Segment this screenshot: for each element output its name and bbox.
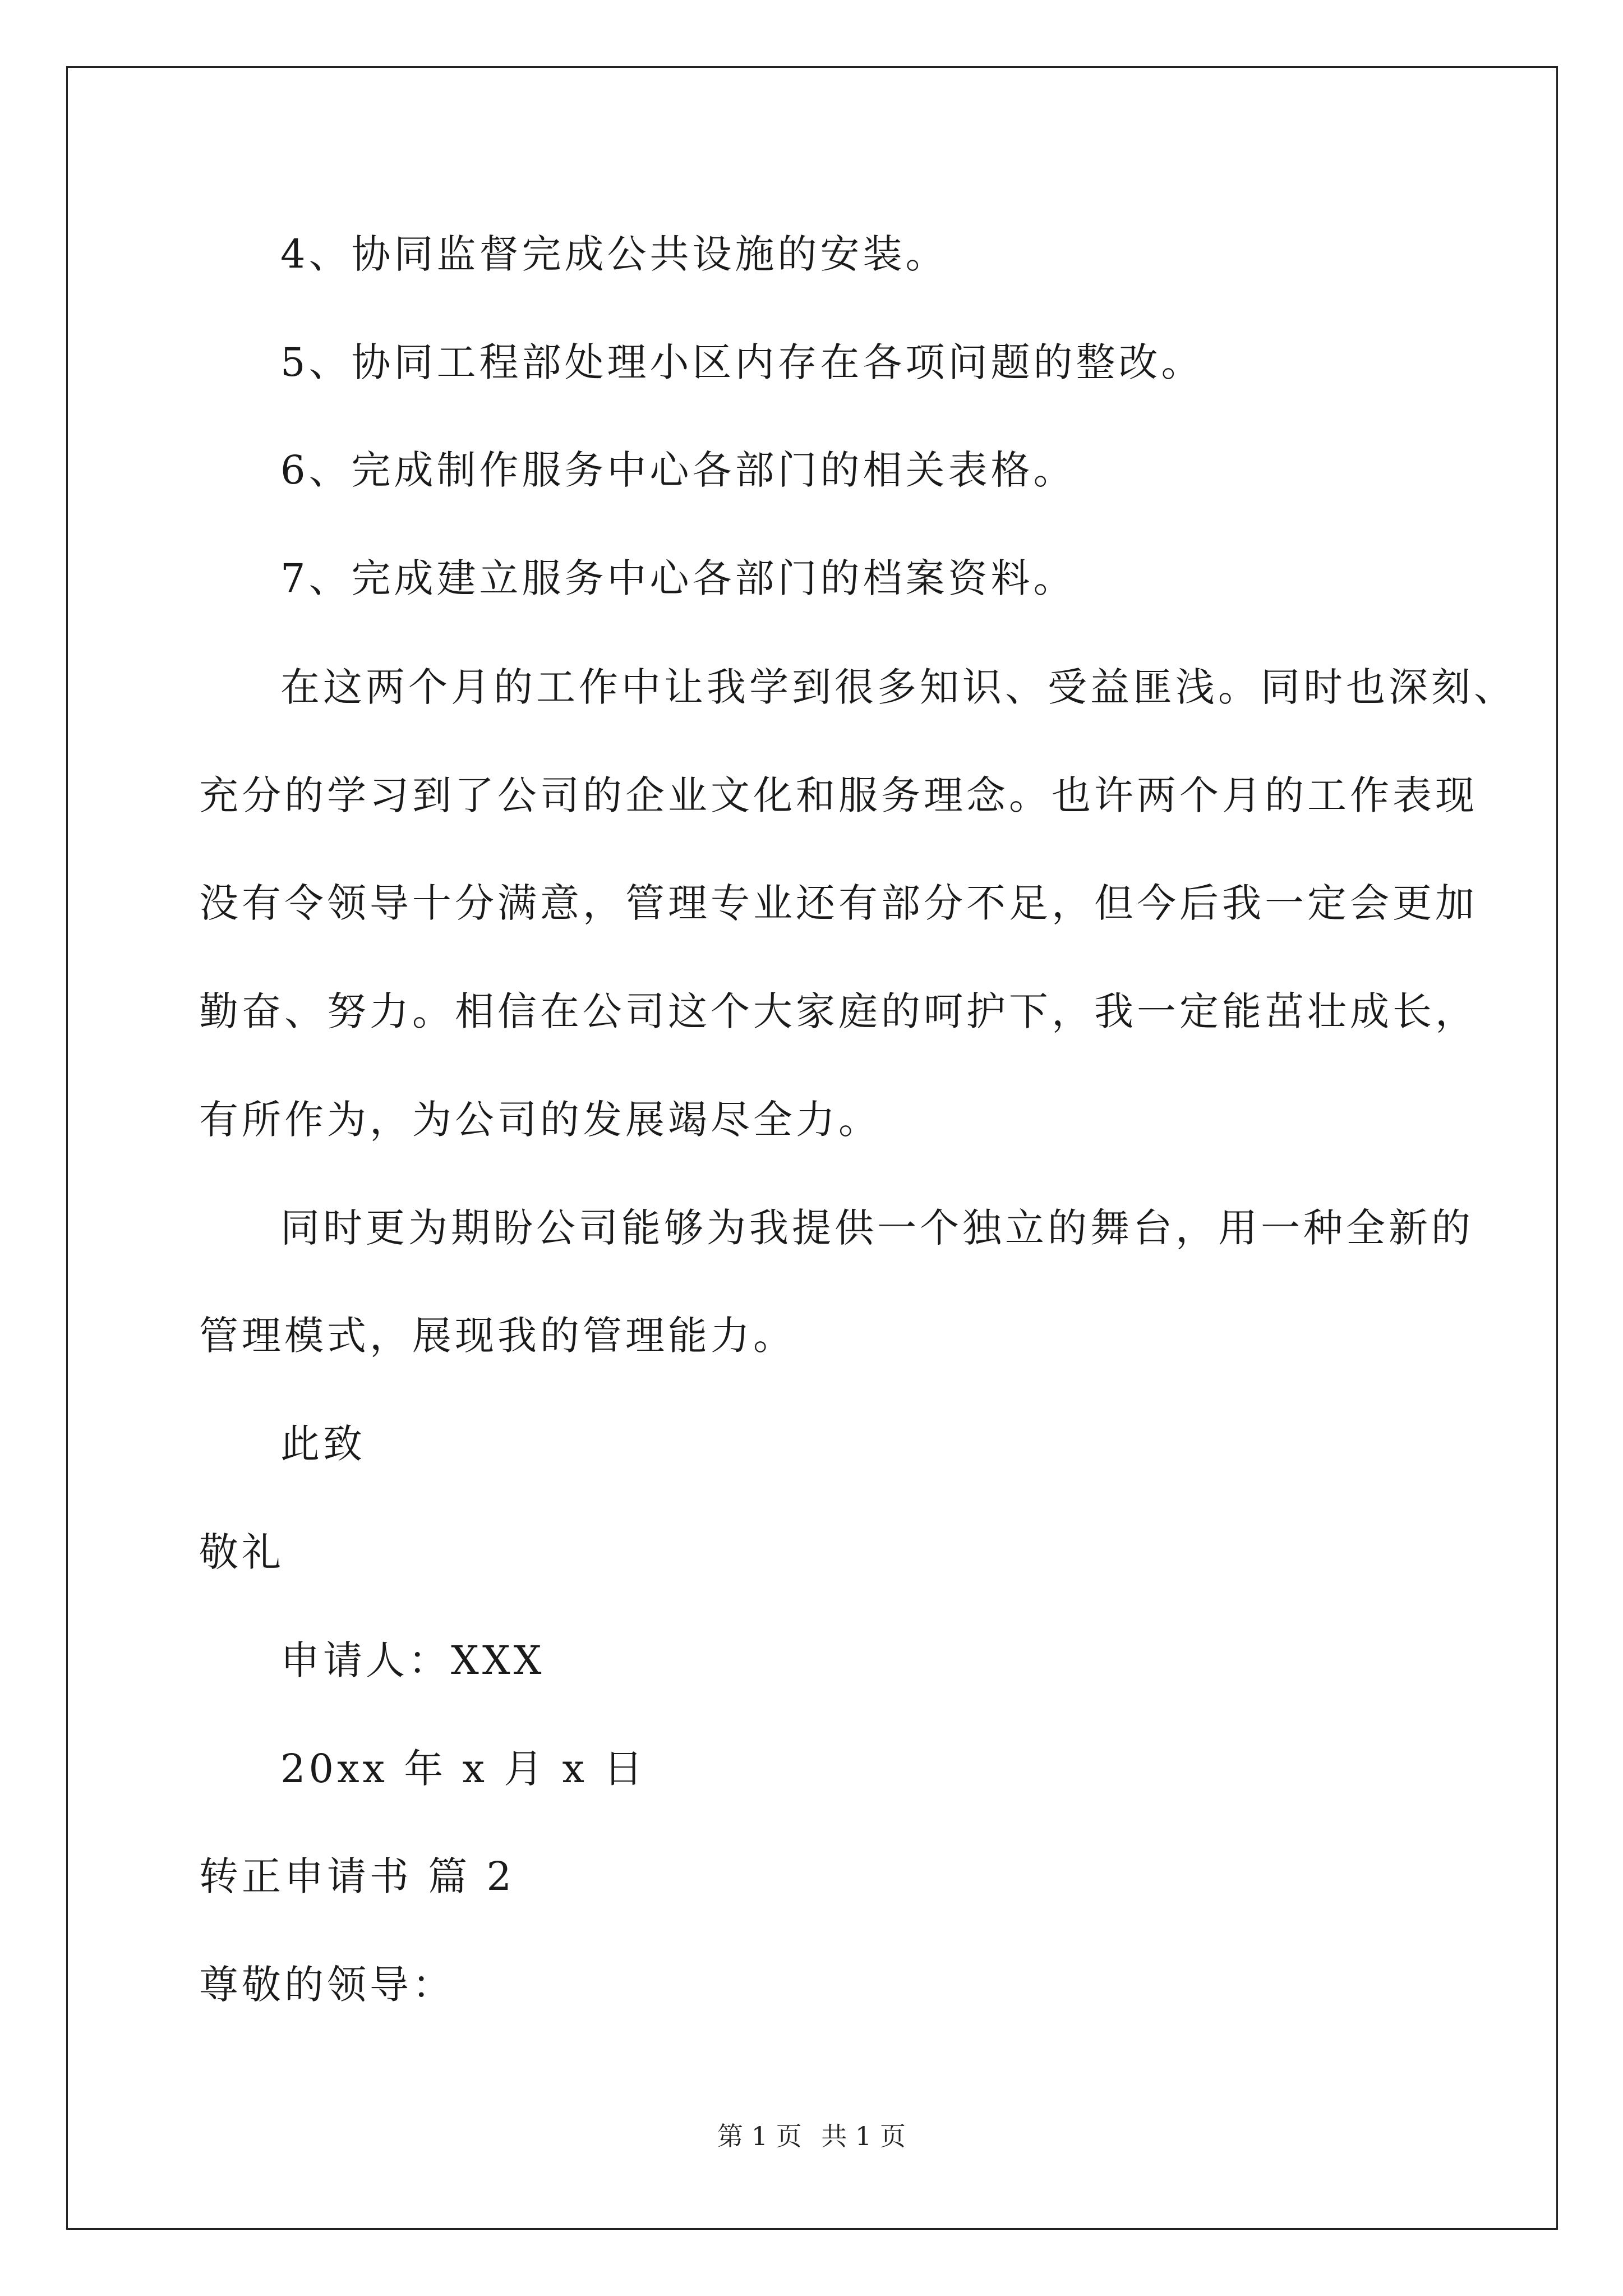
closing: 此致 bbox=[280, 1421, 366, 1467]
paragraph-line: 勤奋、努力。相信在公司这个大家庭的呵护下，我一定能茁壮成长， bbox=[199, 988, 1478, 1034]
date: 20xx 年 x 月 x 日 bbox=[280, 1746, 647, 1792]
applicant: 申请人：XXX bbox=[280, 1637, 545, 1683]
page-number: 第 1 页 bbox=[717, 2121, 802, 2151]
list-item: 7、完成建立服务中心各部门的档案资料。 bbox=[280, 555, 1076, 601]
page-footer bbox=[0, 2123, 1623, 2149]
page-total: 共 1 页 bbox=[821, 2121, 906, 2151]
section-title: 转正申请书 篇 2 bbox=[199, 1853, 515, 1899]
list-item: 6、完成制作服务中心各部门的相关表格。 bbox=[280, 447, 1076, 493]
paragraph-line: 没有令领导十分满意，管理专业还有部分不足，但今后我一定会更加 bbox=[199, 880, 1478, 926]
list-item: 4、协同监督完成公共设施的安装。 bbox=[280, 231, 948, 277]
greeting: 尊敬的领导： bbox=[199, 1962, 455, 2008]
paragraph-line: 充分的学习到了公司的企业文化和服务理念。也许两个月的工作表现 bbox=[199, 772, 1478, 818]
list-item: 5、协同工程部处理小区内存在各项问题的整改。 bbox=[280, 339, 1204, 385]
salute: 敬礼 bbox=[199, 1529, 284, 1575]
paragraph-line: 有所作为，为公司的发展竭尽全力。 bbox=[199, 1097, 881, 1143]
paragraph-line: 同时更为期盼公司能够为我提供一个独立的舞台，用一种全新的 bbox=[280, 1205, 1474, 1251]
paragraph-line: 管理模式，展现我的管理能力。 bbox=[199, 1313, 796, 1359]
paragraph-line: 在这两个月的工作中让我学到很多知识、受益匪浅。同时也深刻、 bbox=[280, 664, 1516, 710]
